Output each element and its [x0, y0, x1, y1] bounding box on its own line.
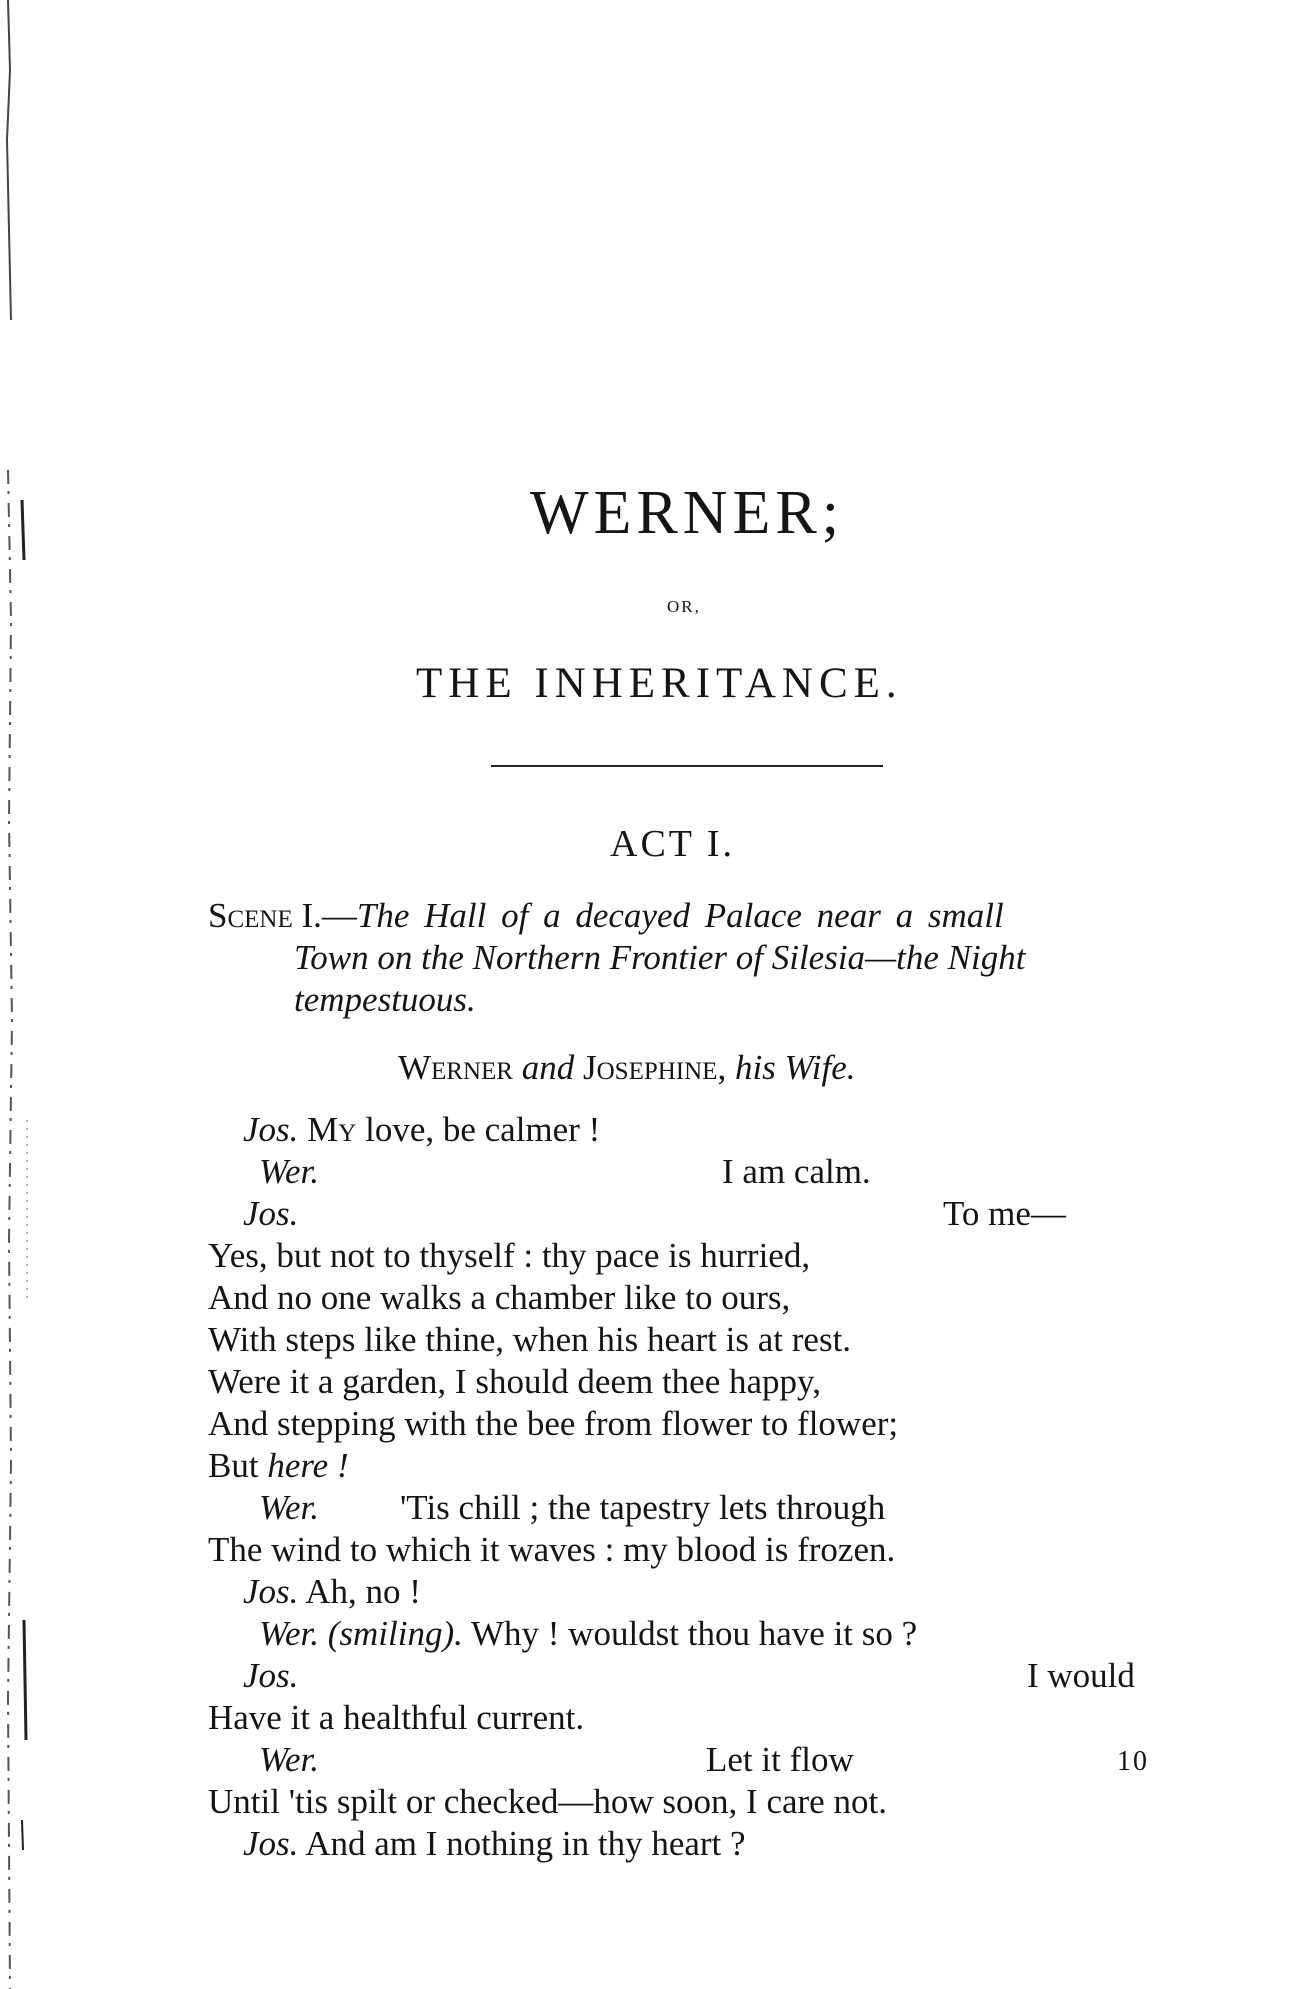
- verse-line-12: Jos. Ah, no !: [243, 1572, 421, 1611]
- verse-line-9: But here !: [208, 1446, 349, 1485]
- scene-heading: [208, 898, 1004, 933]
- character-list: [398, 1050, 856, 1085]
- verse-line-2-speaker: Wer.: [259, 1152, 319, 1191]
- verse-line-14-speaker: Jos.: [243, 1656, 299, 1695]
- play-title: WERNER;: [530, 479, 844, 547]
- title-or: OR,: [667, 597, 701, 616]
- verse-line-5: And no one walks a chamber like to ours,: [208, 1278, 791, 1317]
- verse-line-13: Wer. (smiling). Why ! wouldst thou have it so ?: [259, 1614, 918, 1653]
- verse-line-7: Were it a garden, I should deem thee happy,: [208, 1362, 822, 1401]
- verse-line-4: Yes, but not to thyself : thy pace is hurried,: [208, 1236, 811, 1275]
- verse-line-3-speaker: Jos.: [243, 1194, 299, 1233]
- speaker: Jos.: [243, 1110, 299, 1149]
- play-subtitle: THE INHERITANCE.: [416, 660, 903, 707]
- verse-line-8: And stepping with the bee from flower to flower;: [208, 1404, 899, 1443]
- scene-description-2: Town on the Northern Frontier of Silesia—the Night: [294, 938, 1026, 977]
- scene-dash: —: [321, 896, 357, 935]
- verse-line-2: I am calm.: [722, 1152, 871, 1191]
- scene-description-1: The Hall of a decayed Palace near a small: [356, 896, 1004, 935]
- title-rule: [491, 765, 883, 767]
- verse-line-16: Let it flow: [706, 1740, 854, 1779]
- stage-direction: (smiling).: [327, 1614, 463, 1653]
- verse-line-3: To me—: [943, 1194, 1066, 1233]
- verse-line-1: Jos. My love, be calmer !: [243, 1110, 601, 1149]
- verse-line-17: Until 'tis spilt or checked—how soon, I care not.: [208, 1782, 887, 1821]
- verse-line-10: 'Tis chill ; the tapestry lets through: [400, 1488, 886, 1527]
- line-number: 10: [1117, 1746, 1149, 1777]
- character-werner: Werner: [398, 1048, 513, 1087]
- scanned-page-edge: [0, 0, 40, 1989]
- character-and: and: [521, 1048, 575, 1087]
- verse-line-11: The wind to which it waves : my blood is frozen.: [208, 1530, 896, 1569]
- verse-line-6: With steps like thine, when his heart is at rest.: [208, 1320, 852, 1359]
- verse-line-15: Have it a healthful current.: [208, 1698, 585, 1737]
- verse-line-14: I would: [1027, 1656, 1135, 1695]
- verse-line-16-speaker: Wer.: [259, 1740, 319, 1779]
- act-heading: ACT I.: [610, 823, 735, 865]
- scene-label: Scene I.: [208, 896, 322, 935]
- character-josephine: Josephine,: [582, 1048, 727, 1087]
- verse-line-18: Jos. And am I nothing in thy heart ?: [243, 1824, 746, 1863]
- scene-description-3: tempestuous.: [294, 980, 476, 1019]
- verse-line-10-speaker: Wer.: [259, 1488, 319, 1527]
- character-wife: his Wife.: [734, 1048, 856, 1087]
